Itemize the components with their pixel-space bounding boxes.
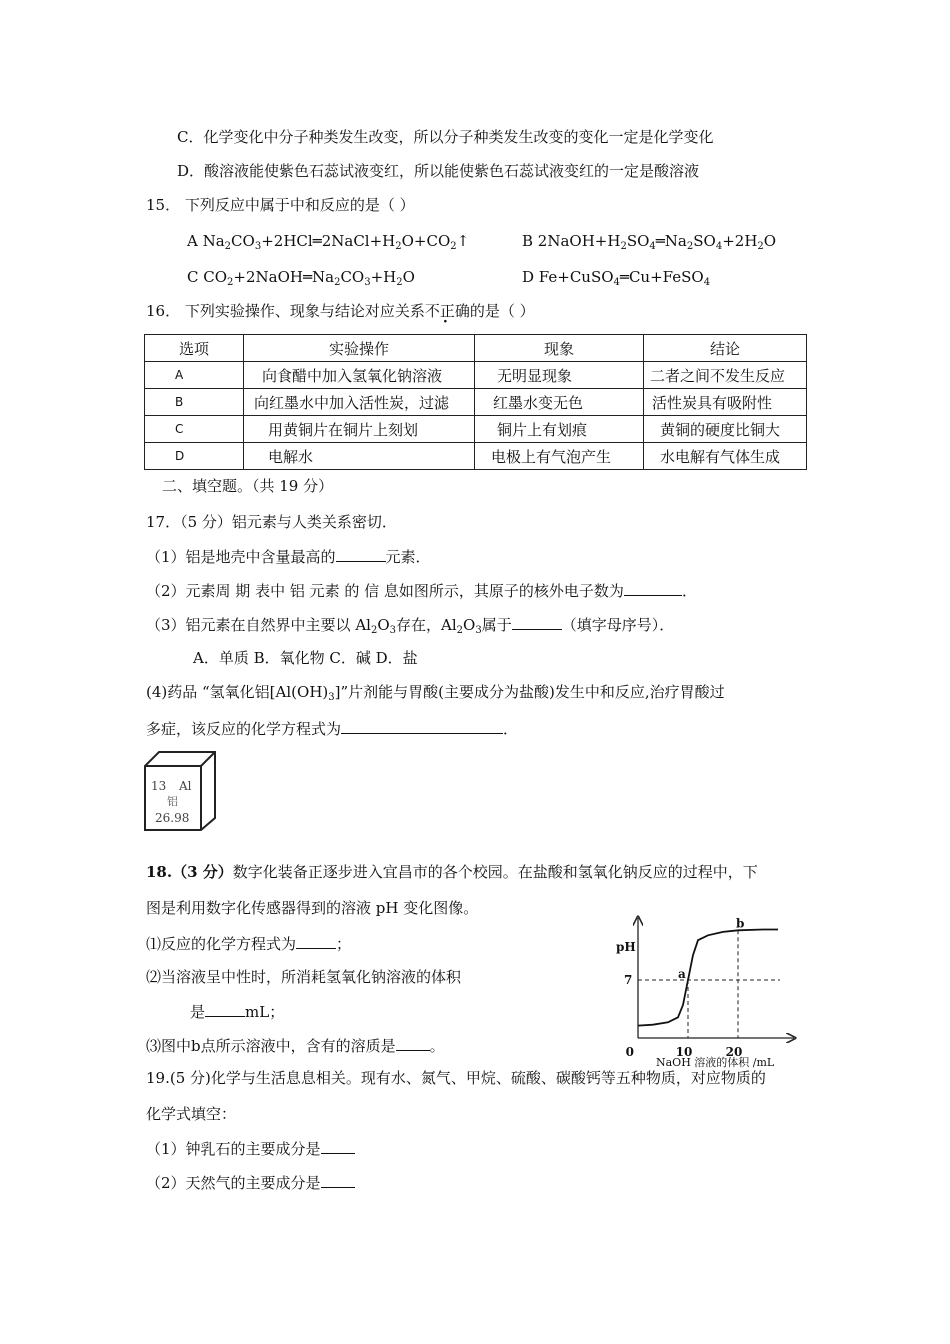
q15-option-d: D Fe+CuSO$_4$═Cu+FeSO$_4$: [522, 268, 711, 288]
table-cell: A: [145, 362, 244, 389]
q17-stem: 17．（5 分）铝元素与人类关系密切．: [146, 513, 397, 531]
y-ticks: [624, 973, 632, 987]
answer-blank[interactable]: [205, 1001, 245, 1017]
answer-blank[interactable]: [321, 1172, 355, 1188]
answer-blank[interactable]: [296, 933, 336, 949]
table-cell: 二者之间不发生反应: [644, 362, 807, 389]
table-header-row: [145, 335, 807, 362]
q14-option-d: D．酸溶液能使紫色石蕊试液变红，所以能使紫色石蕊试液变红的一定是酸溶液: [177, 162, 700, 180]
answer-blank[interactable]: [512, 614, 562, 630]
answer-blank[interactable]: [341, 718, 503, 734]
q15-option-c: C $CO_2+2NaOH═Na_2CO_3+H_2O$: [187, 268, 415, 288]
table-cell: C: [145, 416, 244, 443]
q15-option-a: A $Na_2CO_3+2HCl═2NaCl+H_2O+CO_2↑$: [187, 232, 470, 252]
table-cell: 黄铜的硬度比铜大: [644, 416, 807, 443]
q16-stem: 16． 下列实验操作、现象与结论对应关系不正确的是（ ）: [146, 302, 535, 320]
q18-stem-line2: 图是利用数字化传感器得到的溶液 pH 变化图像。: [146, 899, 479, 917]
answer-blank[interactable]: [396, 1035, 430, 1051]
table-row: [145, 389, 807, 416]
element-mass: 26.98: [155, 811, 190, 825]
x-axis-label: NaOH 溶液的体积 /mL: [656, 1056, 775, 1069]
answer-blank[interactable]: [321, 1138, 355, 1154]
table-cell: 用黄铜片在铜片上刻划: [244, 416, 475, 443]
x-tick-label: 0: [625, 1045, 634, 1059]
table-cell: D: [145, 443, 244, 470]
table-cell: 活性炭具有吸附性: [644, 389, 807, 416]
q18-part2-answer: 是 mL；: [190, 1003, 285, 1021]
q17-part2: （2）元素周 期 表中 铝 元素 的 信 息如图所示，其原子的核外电子数为 ．: [146, 582, 697, 600]
element-number: 13: [151, 779, 167, 793]
x-tick-label: 20: [725, 1045, 743, 1059]
y-tick-label: 7: [624, 973, 633, 987]
table-header: 实验操作: [244, 335, 475, 362]
guide-lines: [638, 930, 780, 1038]
table-cell: 无明显现象: [475, 362, 644, 389]
section-heading: 二、填空题。（共 19 分）: [162, 477, 334, 495]
ph-curve: [638, 930, 778, 1026]
table-cell: 红墨水变无色: [475, 389, 644, 416]
q17-part3-options: A．单质 B．氧化物 C．碱 D．盐: [193, 649, 418, 667]
table-cell: 电解水: [244, 443, 475, 470]
answer-blank[interactable]: [336, 546, 386, 562]
answer-blank[interactable]: [624, 580, 682, 596]
q18-part3: ⑶图中b点所示溶液中，含有的溶质是 。: [146, 1037, 445, 1055]
table-header: 选项: [145, 335, 244, 362]
q19-stem-line1: 19.(5 分)化学与生活息息相关。现有水、氮气、甲烷、硫酸、碳酸钙等五种物质，对应物质的: [146, 1069, 766, 1087]
point-labels: [678, 916, 744, 981]
table-cell: 向食醋中加入氢氧化钠溶液: [244, 362, 475, 389]
q15-option-b: B $2NaOH+H_2SO_4═Na_2SO_4+2H_2O$: [522, 232, 777, 252]
table-cell: 向红墨水中加入活性炭，过滤: [244, 389, 475, 416]
table-row: [145, 362, 807, 389]
q17-part4-line1: (4)药品 “氢氧化铝$[Al(OH)_3]$”片剂能与胃酸(主要成分为盐酸)发生中和反应,治疗胃酸过: [146, 683, 725, 703]
table-header: 结论: [644, 335, 807, 362]
q18-stem-line1: 18.（3 分）数字化装备正逐步进入宜昌市的各个校园。在盐酸和氢氧化钠反应的过程中，下: [146, 863, 758, 881]
element-name: 铝: [167, 795, 178, 808]
q17-part3: （3）铝元素在自然界中主要以 $Al_2O_3$存在，$Al_2O_3$属于 （填字母序号）．: [146, 616, 675, 636]
q19-stem-line2: 化学式填空：: [146, 1105, 237, 1123]
q19-part2: （2）天然气的主要成分是: [146, 1172, 355, 1193]
table-cell: 水电解有气体生成: [644, 443, 807, 470]
table-cell: B: [145, 389, 244, 416]
q18-part2: ⑵当溶液呈中性时，所消耗氢氧化钠溶液的体积: [146, 968, 462, 986]
table-cell: 铜片上有划痕: [475, 416, 644, 443]
y-axis-label: pH: [616, 940, 636, 954]
q14-option-c: C．化学变化中分子种类发生改变，所以分子种类发生改变的变化一定是化学变化: [177, 128, 714, 146]
emphasis-dots: 不正确: [424, 302, 470, 320]
element-symbol: Al: [179, 779, 192, 793]
point-label-b: b: [736, 916, 745, 931]
q16-table: [144, 334, 807, 470]
q19-part1: （1）钟乳石的主要成分是: [146, 1138, 355, 1159]
aluminum-element-card: [143, 750, 217, 832]
x-tick-label: 10: [675, 1045, 693, 1059]
table-row: [145, 443, 807, 470]
table-header: 现象: [475, 335, 644, 362]
q17-part1: （1）铝是地壳中含量最高的 元素．: [146, 548, 431, 566]
table-row: [145, 416, 807, 443]
q18-part1: ⑴反应的化学方程式为 ；: [146, 935, 352, 953]
table-cell: 电极上有气泡产生: [475, 443, 644, 470]
q15-stem: 15． 下列反应中属于中和反应的是（ ）: [146, 196, 415, 214]
point-label-a: a: [678, 967, 686, 981]
q17-part4-line2: 多症，该反应的化学方程式为 ．: [146, 720, 519, 738]
ph-curve-chart: [612, 914, 802, 1070]
